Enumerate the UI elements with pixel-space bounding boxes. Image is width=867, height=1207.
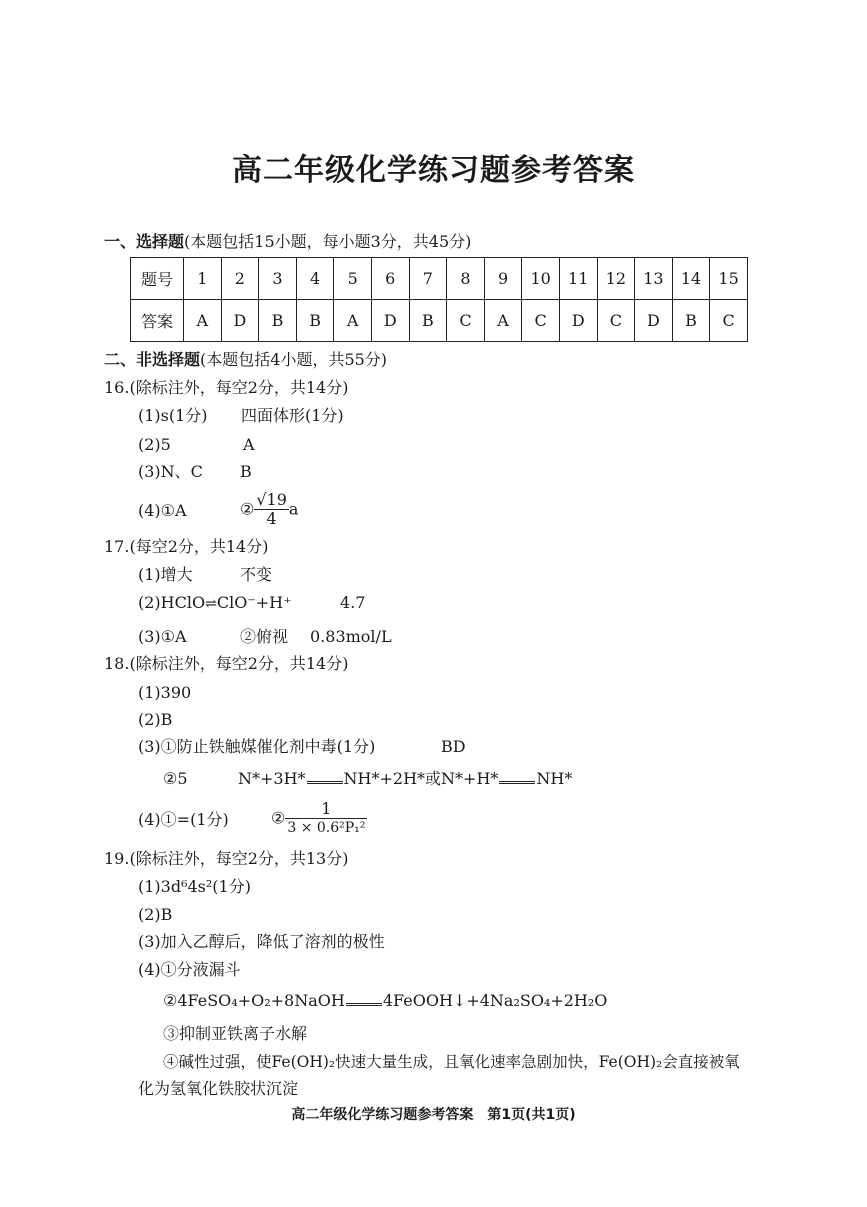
q19-p5a: ②4FeSO₄+O₂+8NaOH	[163, 991, 345, 1010]
table-cell: 14	[672, 258, 710, 300]
q17-p3b: ②俯视	[240, 627, 289, 646]
table-cell: 2	[221, 258, 259, 300]
table-cell: 11	[559, 258, 597, 300]
q18-p3-equation	[238, 769, 572, 789]
q17-p2a: (2)HClO	[138, 593, 206, 612]
q17-p1b: 不变	[240, 565, 273, 584]
table-cell: A	[184, 300, 222, 342]
table-cell: 4	[296, 258, 334, 300]
q16-p3a: (3)N、C	[138, 462, 203, 481]
table-cell: D	[635, 300, 673, 342]
q17-p2	[138, 593, 292, 614]
answer-row	[131, 300, 748, 342]
fraction-denominator: 3 × 0.6²P₁²	[287, 820, 366, 836]
table-cell: A	[334, 300, 372, 342]
q18-p2: (2)B	[138, 710, 173, 729]
fraction	[254, 491, 289, 528]
q19-p3: (3)加入乙醇后，降低了溶剂的极性	[138, 932, 385, 951]
q16-p4b: ②	[240, 499, 255, 519]
table-cell: 10	[522, 258, 560, 300]
q17-p3a: (3)①A	[138, 627, 187, 646]
table-cell: D	[221, 300, 259, 342]
table-cell: C	[597, 300, 635, 342]
q18-p3a: (3)①防止铁触媒催化剂中毒(1分)	[138, 737, 376, 756]
q18-p3c: ②5	[163, 769, 188, 788]
table-cell: C	[710, 300, 748, 342]
q19-p5	[163, 991, 607, 1011]
q16-p1a: (1)s(1分)	[138, 406, 208, 425]
table-cell: 13	[635, 258, 673, 300]
table-cell: 7	[409, 258, 447, 300]
q19-p5b: 4FeOOH↓+4Na₂SO₄+2H₂O	[382, 991, 608, 1010]
table-cell: 15	[710, 258, 748, 300]
q18-heading: 18.(除标注外，每空2分，共14分)	[104, 654, 349, 673]
table-cell: C	[522, 300, 560, 342]
q17-p1a: (1)增大	[138, 565, 193, 584]
equals-sign-icon	[307, 775, 343, 784]
table-cell: 9	[484, 258, 522, 300]
table-cell: 3	[259, 258, 297, 300]
row-label: 答案	[131, 300, 184, 342]
table-cell: B	[409, 300, 447, 342]
q18-p4a: (4)①=(1分)	[138, 810, 229, 829]
section2-label: 二、非选择题	[104, 350, 201, 369]
table-cell: D	[559, 300, 597, 342]
q16-p1b: 四面体形(1分)	[241, 406, 344, 425]
q16-p2b: A	[243, 435, 255, 454]
fraction-numerator: 1	[285, 800, 367, 819]
row-label: 题号	[131, 258, 184, 300]
q19-p4: (4)①分液漏斗	[138, 960, 241, 979]
fraction-denominator: 4	[266, 509, 277, 528]
fraction-numerator: √19	[256, 490, 287, 509]
fraction	[285, 800, 367, 837]
q19-p1: (1)3d⁶4s²(1分)	[138, 877, 251, 896]
page-title: 高二年级化学练习题参考答案	[232, 153, 635, 188]
q19-p7: ④碱性过强，使Fe(OH)₂快速大量生成，且氧化速率急剧加快，Fe(OH)₂会直接被氧	[163, 1053, 740, 1071]
table-cell: B	[296, 300, 334, 342]
q16-p4-suffix: a	[288, 499, 299, 519]
table-cell: 1	[184, 258, 222, 300]
q16-p4a: (4)①A	[138, 501, 187, 520]
q18-p3b: BD	[441, 737, 466, 756]
section1-note: (本题包括15小题，每小题3分，共45分)	[184, 232, 472, 251]
q18-p4-expression	[271, 800, 367, 837]
q17-p2b: ClO⁻+H⁺	[216, 593, 292, 612]
q17-p3c: 0.83mol/L	[310, 627, 392, 646]
q16-p4-expression	[240, 491, 298, 528]
section1-label: 一、选择题	[104, 232, 185, 251]
q16-heading: 16.(除标注外，每空2分，共14分)	[104, 378, 349, 397]
table-cell: B	[672, 300, 710, 342]
q19-heading: 19.(除标注外，每空2分，共13分)	[104, 849, 349, 868]
table-cell: C	[447, 300, 485, 342]
question-number-row	[131, 258, 748, 300]
q16-p2a: (2)5	[138, 435, 171, 454]
section2-heading	[104, 350, 387, 370]
q19-p6: ③抑制亚铁离子水解	[163, 1024, 308, 1043]
table-cell: 8	[447, 258, 485, 300]
q18-p3d1: N*+3H*	[238, 769, 306, 788]
q17-heading: 17.(每空2分，共14分)	[104, 537, 269, 556]
section1-heading	[104, 232, 471, 252]
table-cell: 5	[334, 258, 372, 300]
answer-table	[130, 257, 748, 342]
table-cell: D	[371, 300, 409, 342]
q18-p3d2: NH*+2H*或N*+H*	[343, 769, 499, 788]
section2-note: (本题包括4小题，共55分)	[200, 350, 388, 369]
table-cell: A	[484, 300, 522, 342]
q19-p8: 化为氢氧化铁胶状沉淀	[138, 1079, 299, 1098]
page-footer: 高二年级化学练习题参考答案 第1页(共1页)	[291, 1107, 576, 1123]
equals-sign-icon	[346, 997, 382, 1006]
equilibrium-arrow-icon: ⇌	[205, 596, 217, 612]
q17-p2c: 4.7	[340, 593, 366, 612]
q18-p1: (1)390	[138, 683, 192, 702]
table-cell: 6	[371, 258, 409, 300]
equals-sign-icon	[499, 775, 535, 784]
q18-p4b: ②	[271, 808, 286, 828]
table-cell: B	[259, 300, 297, 342]
table-cell: 12	[597, 258, 635, 300]
q19-p2: (2)B	[138, 905, 173, 924]
q16-p3b: B	[240, 462, 252, 481]
q18-p3d3: NH*	[536, 769, 573, 788]
